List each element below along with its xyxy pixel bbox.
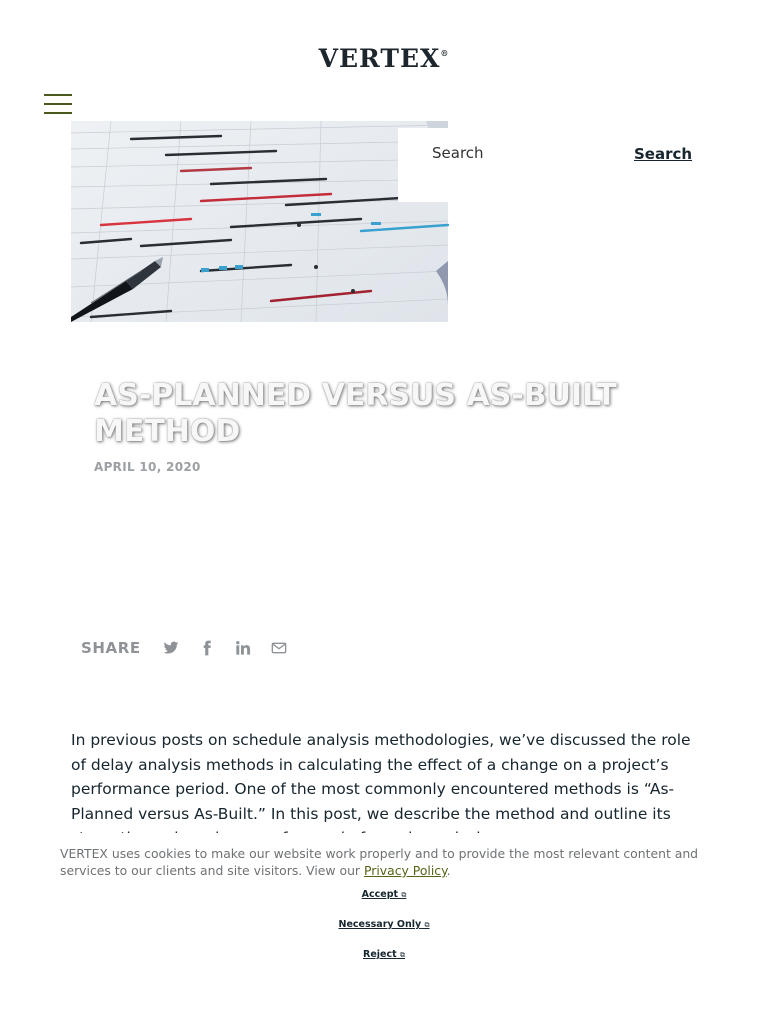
cookie-message: VERTEX uses cookies to make our website work properly and to provide the most relevant content and services to our clients and site visitors. View our xyxy=(60,846,699,878)
cookie-period: . xyxy=(446,863,451,878)
external-link-icon: ⧉ xyxy=(399,951,405,959)
reject-label: Reject xyxy=(363,949,397,960)
cookie-banner xyxy=(0,833,768,1024)
accept-label: Accept xyxy=(361,889,399,900)
linkedin-icon[interactable] xyxy=(235,640,251,656)
email-icon[interactable] xyxy=(271,640,287,656)
search-panel xyxy=(398,128,768,202)
logo-text: VERTEX xyxy=(318,44,441,73)
search-button[interactable]: Search xyxy=(634,145,693,163)
post-title: AS-PLANNED VERSUS AS-BUILT METHOD xyxy=(94,378,617,449)
cookie-notice-text xyxy=(60,845,710,879)
external-link-icon: ⧉ xyxy=(401,891,407,899)
vertex-logo[interactable] xyxy=(0,44,768,73)
hamburger-menu-icon[interactable] xyxy=(44,92,72,116)
post-date: APRIL 10, 2020 xyxy=(94,460,201,474)
accept-cookies-button[interactable] xyxy=(0,889,768,900)
privacy-policy-link[interactable]: Privacy Policy xyxy=(363,863,447,878)
necessary-only-label: Necessary Only xyxy=(338,919,422,930)
share-bar xyxy=(81,638,307,658)
twitter-icon[interactable] xyxy=(163,640,179,656)
search-input[interactable] xyxy=(432,142,622,164)
gantt-chart-illustration xyxy=(71,121,448,322)
reject-cookies-button[interactable] xyxy=(0,949,768,960)
registered-mark: ® xyxy=(440,48,450,58)
facebook-icon[interactable] xyxy=(199,640,215,656)
share-label: SHARE xyxy=(81,639,141,657)
article-intro: In previous posts on schedule analysis methodologies, we’ve discussed the role of delay analysis methods in calculating the effect of a change on a project’s performance period. One of the most commonly encountered methods is “As-Planned versus As-Built.” In this post, we describe the method and outline its xyxy=(71,731,691,823)
necessary-only-button[interactable] xyxy=(0,919,768,930)
hero-image xyxy=(71,121,448,322)
external-link-icon: ⧉ xyxy=(424,921,430,929)
